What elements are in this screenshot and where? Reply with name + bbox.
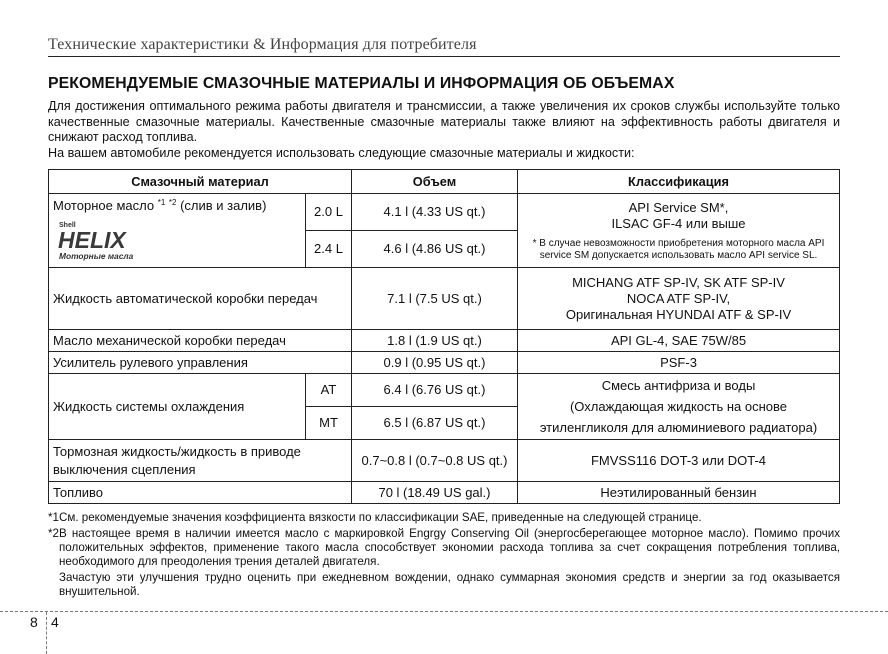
coolant-class-line-3: этиленгликоля для алюминиевого радиатора): [539, 420, 818, 435]
section-number: 8: [30, 614, 38, 630]
engine-oil-class-line-1: API Service SM*,: [628, 199, 729, 215]
header-volume: Объем: [352, 170, 518, 194]
footnote-2: [48, 527, 840, 599]
logo-brand-small: Shell: [59, 222, 76, 229]
engine-2-4-cell: 2.4 L: [306, 231, 352, 268]
section-title: РЕКОМЕНДУЕМЫЕ СМАЗОЧНЫЕ МАТЕРИАЛЫ И ИНФОРМАЦИЯ ОБ ОБЪЕМАХ: [48, 75, 675, 92]
manual-class: API GL-4, SAE 75W/85: [518, 330, 840, 352]
fuel-label: Топливо: [49, 482, 352, 504]
footnote-1-mark: *1: [48, 511, 59, 524]
table-row-coolant-1: [49, 374, 840, 407]
intro-paragraph-1: Для достижения оптимального режима работы двигателя и трансмиссии, а также увеличения их сроков службы используйте только качественные смазочные материалы. Качественные смазочные материалы также влияют на эффективность работы двигателя и снижают расход топлива.: [48, 99, 840, 145]
coolant-volume-mt: 6.5 l (6.87 US qt.): [352, 407, 518, 440]
manual-volume: 1.8 l (1.9 US qt.): [352, 330, 518, 352]
engine-oil-label: Моторное масло: [53, 198, 155, 213]
header-classification: Классификация: [518, 170, 840, 194]
engine-oil-class-cell: [518, 194, 840, 268]
table-row-engine-oil-1: [49, 194, 840, 231]
coolant-volume-at: 6.4 l (6.76 US qt.): [352, 374, 518, 407]
engine-oil-suffix: (слив и залив): [180, 198, 267, 213]
footnote-mark-1: *1: [157, 198, 166, 207]
manual-label: Масло механической коробки передач: [49, 330, 352, 352]
table-row-atf: [49, 268, 840, 330]
engine-oil-cell: [49, 194, 306, 268]
coolant-at-cell: AT: [306, 374, 352, 407]
footnote-2b-text: Зачастую эти улучшения трудно оценить при ежедневном вождении, однако суммарная экономия средств и энергии за год оказывается внушительной.: [59, 571, 840, 598]
table-row-manual: [49, 330, 840, 352]
engine-oil-class-note: * В случае невозможности приобретения моторного масла API service SM допускается использовать масло API service SL.: [532, 237, 825, 261]
footer-dashed-rule: [0, 611, 888, 612]
footer-dashed-divider: [46, 612, 47, 654]
coolant-label: Жидкость системы охлаждения: [49, 374, 306, 440]
table-row-fuel: [49, 482, 840, 504]
table-header-row: [49, 170, 840, 194]
brake-label-line-1: Тормозная жидкость/жидкость в приводе: [53, 443, 301, 459]
engine-oil-volume-2-4: 4.6 l (4.86 US qt.): [352, 231, 518, 268]
steering-class: PSF-3: [518, 352, 840, 374]
atf-class-line-2: NOCA ATF SP-IV,: [626, 290, 731, 306]
page-number: 4: [51, 614, 59, 630]
logo-tagline: Моторные масла: [59, 251, 134, 261]
engine-oil-volume-2-0: 4.1 l (4.33 US qt.): [352, 194, 518, 231]
table-row-brake: [49, 440, 840, 482]
header-rule: [48, 56, 840, 57]
shell-helix-logo: [57, 218, 161, 262]
footnote-1-text: См. рекомендуемые значения коэффициента вязкости по классификации SAE, приведенные на следующей странице.: [59, 511, 702, 524]
coolant-mt-cell: MT: [306, 407, 352, 440]
intro-paragraph-2: На вашем автомобиле рекомендуется использовать следующие смазочные материалы и жидкости:: [48, 145, 635, 160]
coolant-class-line-1: Смесь антифриза и воды: [601, 378, 756, 393]
running-header: Технические характеристики & Информация для потребителя: [48, 36, 477, 53]
coolant-class-cell: [518, 374, 840, 440]
brake-label-line-2: выключения сцепления: [53, 461, 196, 477]
atf-class-line-1: MICHANG ATF SP-IV, SK ATF SP-IV: [572, 274, 785, 290]
logo-brand: HELIX: [58, 227, 126, 253]
brake-volume: 0.7~0.8 l (0.7~0.8 US qt.): [352, 440, 518, 482]
steering-label: Усилитель рулевого управления: [49, 352, 352, 374]
footnote-2-mark: *2: [48, 527, 59, 540]
steering-volume: 0.9 l (0.95 US qt.): [352, 352, 518, 374]
atf-class-line-3: Оригинальная HYUNDAI ATF & SP-IV: [565, 306, 792, 322]
fuel-volume: 70 l (18.49 US gal.): [352, 482, 518, 504]
engine-oil-class-line-2: ILSAC GF-4 или выше: [611, 215, 746, 231]
footnote-mark-2: *2: [168, 198, 177, 207]
coolant-class-line-2: (Охлаждающая жидкость на основе: [569, 399, 788, 414]
footnote-2-text: В настоящее время в наличии имеется масло с маркировкой Engrgy Conserving Oil (энергосберегающее моторное масло). Помимо прочих положительных эффектов, применение такого масла способствует экономии расхода топлива за счет сокращения потребления топлива, необходимого для преодоления трения деталей двигателя.: [59, 527, 840, 568]
fuel-class: Неэтилированный бензин: [518, 482, 840, 504]
intro-text: [48, 99, 840, 161]
brake-class: FMVSS116 DOT-3 или DOT-4: [518, 440, 840, 482]
footnote-1: [48, 511, 840, 525]
header-lubricant: Смазочный материал: [49, 170, 352, 194]
atf-class-cell: [518, 268, 840, 330]
atf-label: Жидкость автоматической коробки передач: [49, 268, 352, 330]
brake-label-cell: [49, 440, 352, 482]
engine-2-0-cell: 2.0 L: [306, 194, 352, 231]
table-row-steering: [49, 352, 840, 374]
lubricants-table: [48, 169, 840, 504]
atf-volume: 7.1 l (7.5 US qt.): [352, 268, 518, 330]
